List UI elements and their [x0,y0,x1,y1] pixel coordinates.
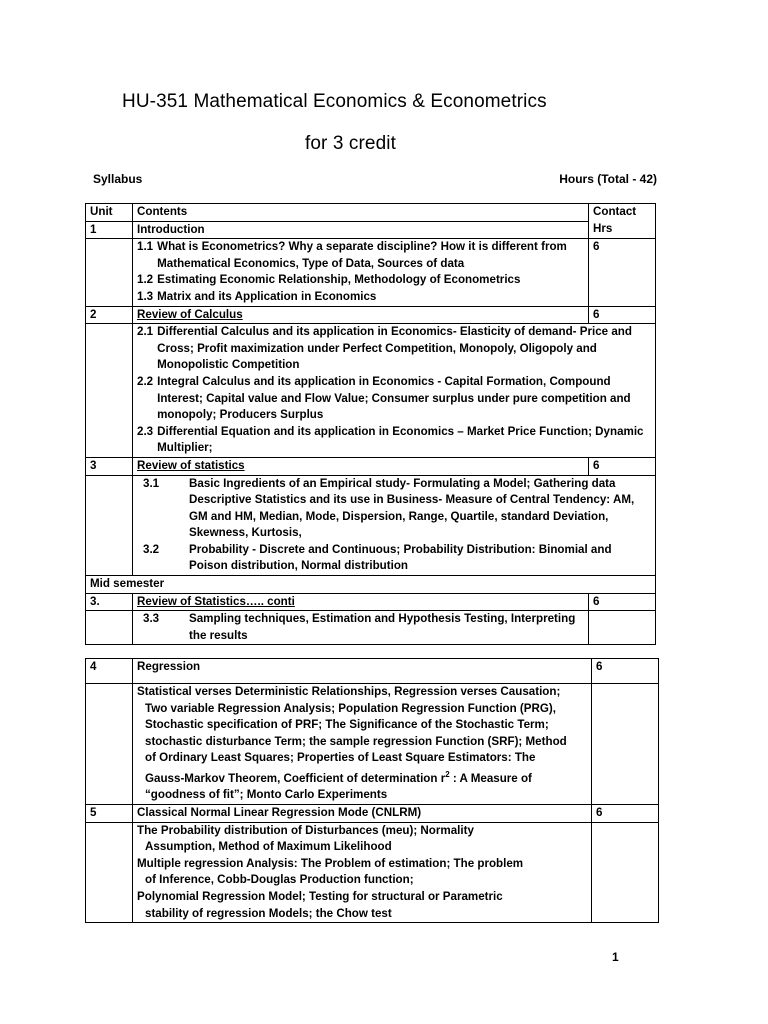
contact-hours: 6 [592,659,659,684]
table-header-row [86,204,656,222]
unit-content-row [86,611,656,645]
list-item: 2.1 Differential Calculus and its application in Economics- Elasticity of demand- Price and Cross; Profit maximization under Perfect Competition, Monopoly, Oligopoly and Monopolistic Competition [137,325,632,372]
contact-hours: 6 [589,593,656,611]
contact-hours: 6 [589,239,656,306]
unit-number: 1 [86,221,133,239]
unit-content-row [86,822,659,923]
list-item: The Probability distribution of Disturbances (meu); Normality Assumption, Method of Maximum Likelihood [137,823,474,854]
unit-row [86,593,656,611]
unit-content [133,475,656,576]
document-title: HU-351 Mathematical Economics & Econometrics [122,91,547,112]
syllabus-label: Syllabus [93,172,143,186]
hours-total-label: Hours (Total - 42) [559,172,657,186]
unit-row [86,805,659,823]
contact-hours: 6 [589,306,656,324]
unit-title: Introduction [133,221,589,239]
header-contents: Contents [133,204,589,222]
list-item: Multiple regression Analysis: The Problem of estimation; The problem of Inference, Cobb-Douglas Production function; [137,856,524,887]
unit-number: 5 [86,805,133,823]
unit-number: 3. [86,593,133,611]
contact-hours: 6 [589,457,656,475]
list-item: 3.1 Basic Ingredients of an Empirical study- Formulating a Model; Gathering data Descriptive Statistics and its use in Business- Measure of Central Tendency: AM, GM and HM, Median, Mode, Dispersion, Range, Quartile, standard Deviation, Skewness, Kurtosis, [143,476,635,540]
list-item: Polynomial Regression Model; Testing for structural or Parametric stability of regression Models; the Chow test [137,889,503,920]
list-item: 1.2 Estimating Economic Relationship, Methodology of Econometrics [137,273,521,287]
mid-semester-row [86,576,656,594]
syllabus-table-2 [85,658,659,923]
unit-content-row [86,475,656,576]
unit-content-row [86,239,656,306]
unit-title: Review of Calculus [133,306,589,324]
unit-title: Review of statistics [133,457,589,475]
unit-content [133,324,656,458]
header-unit: Unit [86,204,133,222]
unit-number: 2 [86,306,133,324]
unit-content [133,822,592,923]
unit-content [133,611,589,645]
unit-title: Review of Statistics….. conti [133,593,589,611]
header-contact-hrs: Contact Hrs [589,204,656,239]
document-subtitle: for 3 credit [305,133,396,154]
unit-row [86,306,656,324]
list-item: 3.3 Sampling techniques, Estimation and Hypothesis Testing, Interpreting the results [143,612,576,642]
list-item: 2.2 Integral Calculus and its application in Economics - Capital Formation, Compound Interest; Capital value and Flow Value; Consumer surplus under pure competition and monopoly; Producers Surplus [137,374,631,422]
list-item: 3.2 Probability - Discrete and Continuous; Probability Distribution: Binomial and Poison distribution, Normal distribution [143,542,612,573]
list-item: 2.3 Differential Equation and its application in Economics – Market Price Function; Dynamic Multiplier; [137,424,644,455]
mid-semester-label: Mid semester [86,576,656,594]
syllabus-table-1 [85,203,656,645]
unit-content-row [86,324,656,458]
unit-row [86,659,659,684]
unit-row [86,221,656,239]
page-number: 1 [612,950,619,964]
contact-hours: 6 [592,805,659,823]
unit-title: Classical Normal Linear Regression Mode (CNLRM) [133,805,592,823]
regression-description: Statistical verses Deterministic Relationships, Regression verses Causation; Two variable Regression Analysis; Population Regression Function (PRG), Stochastic specification of PRF; The Significance of the Stochastic Term; stochastic disturbance Term; the sample regression Function (SRF); Method of Ordinary Least Squares; Properties of Least Square Estimators: The Gauss-Markov Theorem, Coefficient of determination $r^2$ : A Measure of “goodness of fit”; Monto Carlo Experiments [137,685,567,802]
unit-content [133,684,592,805]
list-item: 1.1 What is Econometrics? Why a separate discipline? How it is different from Mathematical Economics, Type of Data, Sources of data [137,240,567,270]
unit-content [133,239,589,306]
unit-number: 3 [86,457,133,475]
unit-content-row [86,684,659,805]
unit-title: Regression [133,659,592,684]
list-item: 1.3 Matrix and its Application in Economics [137,289,377,303]
unit-number: 4 [86,659,133,684]
unit-row [86,457,656,475]
